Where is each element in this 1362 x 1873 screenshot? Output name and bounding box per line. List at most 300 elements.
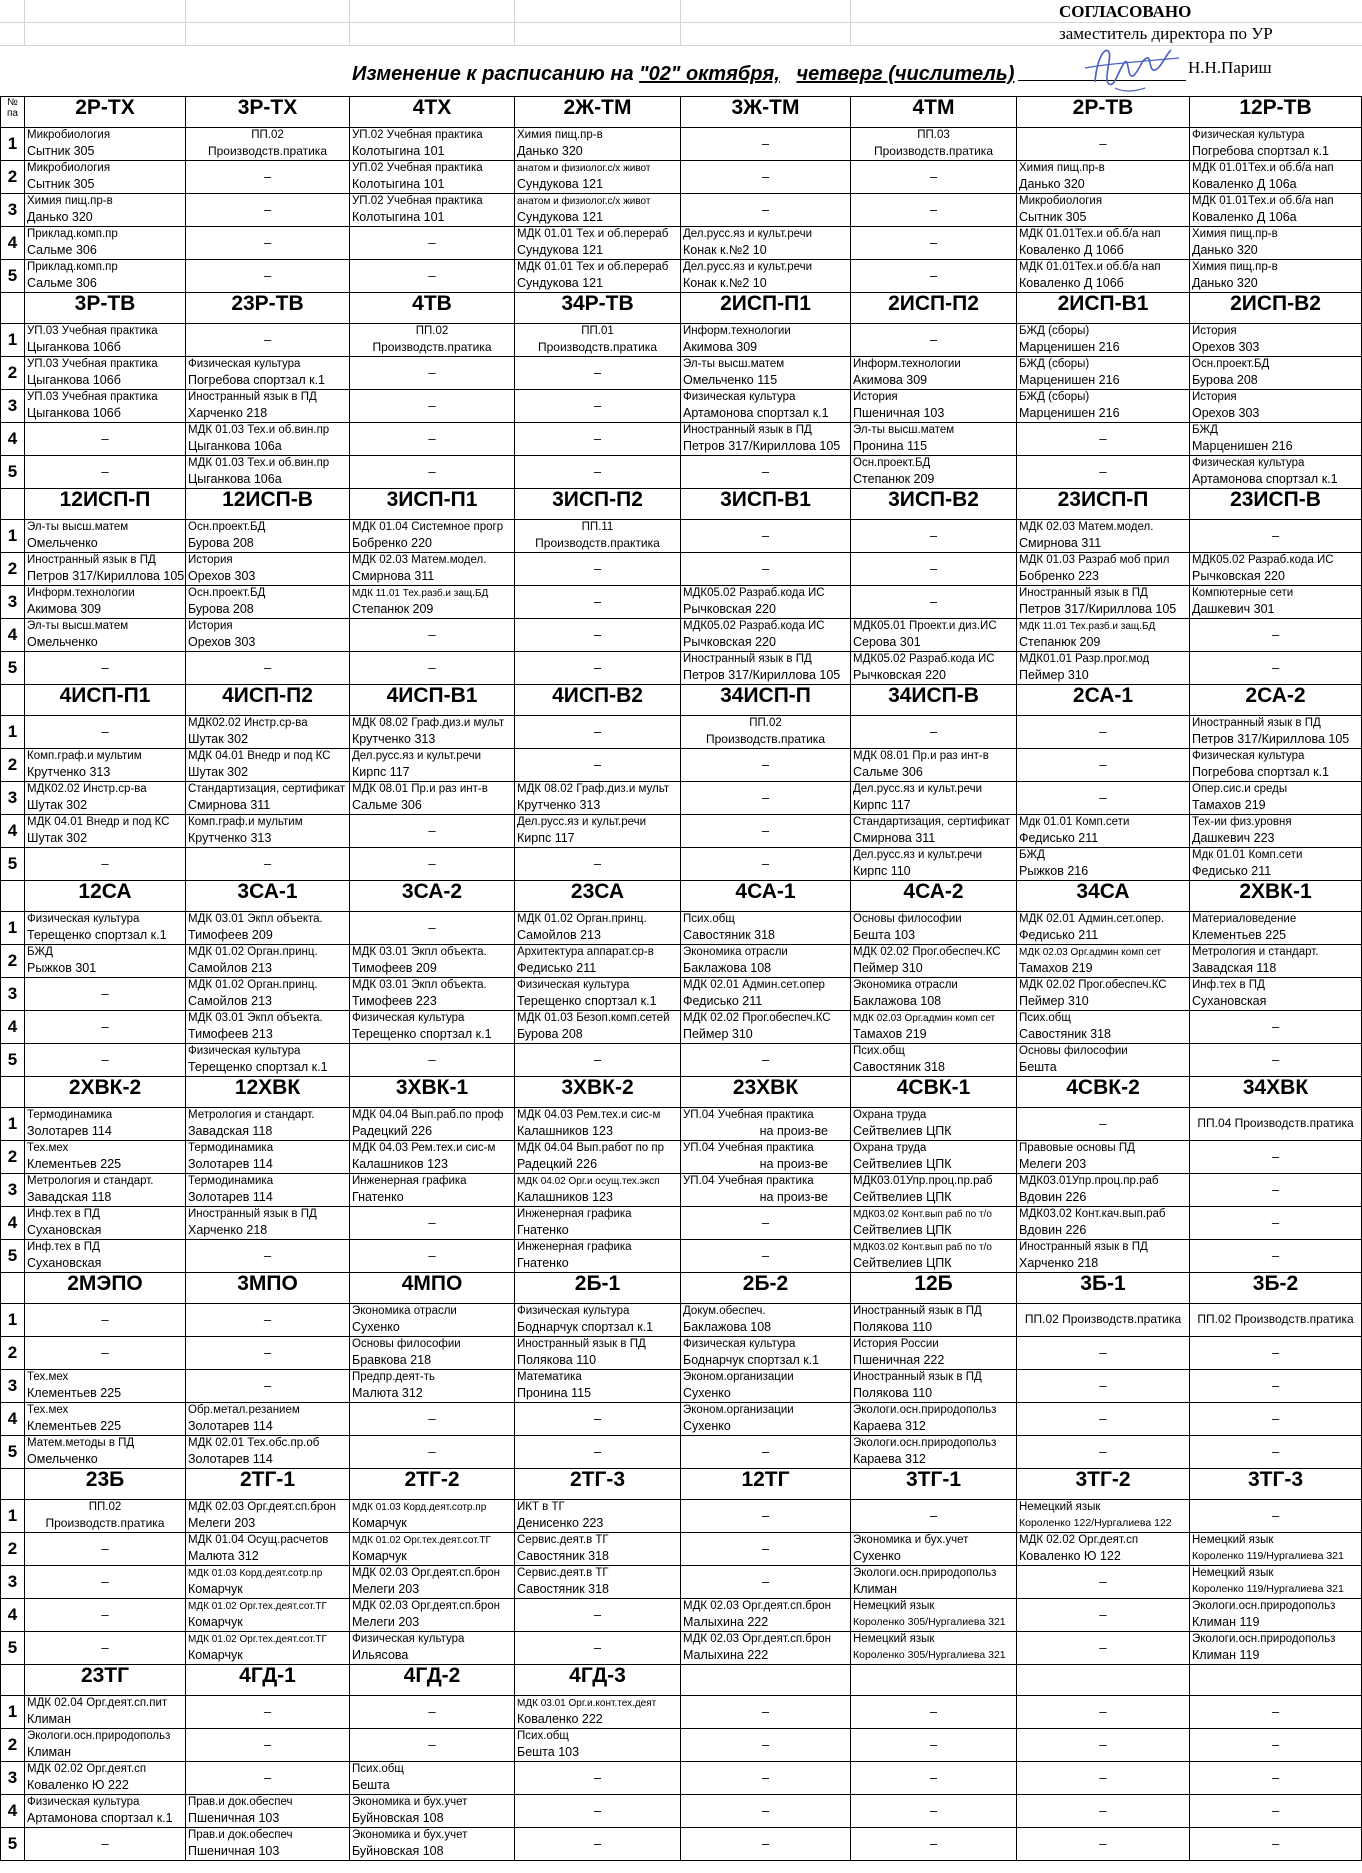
group-name: 2МЭПО: [25, 1273, 186, 1304]
lesson-number: 4: [1, 227, 25, 260]
lesson-detail: Производств.пратика: [873, 144, 993, 158]
lesson-cell: [186, 716, 350, 749]
lesson-detail: Орехов 303: [1192, 340, 1260, 354]
empty-slot: –: [593, 1803, 602, 1818]
lesson-subject: Информ.технологии: [27, 587, 135, 599]
lesson-subject: Иностранный язык в ПД: [27, 554, 156, 566]
group-name: 3ИСП-П2: [515, 489, 681, 520]
lesson-cell: [1190, 1044, 1362, 1077]
lesson-cell: [25, 1108, 186, 1141]
lesson-subject: МДК 02.02 Прог.обеспеч.КС: [853, 946, 1001, 958]
lesson-cell: [350, 1403, 515, 1436]
lesson-row: [1, 1011, 1362, 1044]
lesson-subject: БЖД: [1192, 424, 1218, 436]
lesson-number: 1: [1, 1304, 25, 1337]
lesson-subject: МДК 04.04 Вып.раб.по проф: [352, 1109, 504, 1121]
lesson-cell: [515, 652, 681, 685]
lesson-cell: [25, 716, 186, 749]
lesson-cell: [1190, 1403, 1362, 1436]
lesson-detail: Крутченко 313: [352, 732, 436, 746]
lesson-subject: МДК 03.01 Орг.и.конт.тех.деят: [517, 1698, 657, 1709]
lesson-cell: [851, 1108, 1017, 1141]
group-name: 34СА: [1017, 881, 1190, 912]
lesson-cell: [681, 848, 851, 881]
lesson-detail: Завадская 118: [1192, 961, 1277, 975]
lesson-detail: Данько 320: [1192, 243, 1258, 257]
lesson-number: 4: [1, 1207, 25, 1240]
lesson-detail: Орехов 303: [1192, 406, 1260, 420]
lesson-cell: [851, 1174, 1017, 1207]
lesson-subject: Осн.проект.БД: [853, 457, 931, 469]
lesson-detail: Омельченко: [27, 1452, 98, 1466]
lesson-detail: Сундукова 121: [517, 243, 604, 257]
empty-slot: –: [1271, 1248, 1280, 1263]
lesson-detail: Пшеничная 103: [853, 406, 945, 420]
lesson-subject: Стандартизация, сертификат: [853, 816, 1010, 828]
lesson-row: [1, 1795, 1362, 1828]
empty-slot: –: [263, 235, 272, 250]
lesson-detail: Сытник 305: [27, 144, 95, 158]
lesson-cell: [25, 423, 186, 456]
lesson-cell: [515, 1403, 681, 1436]
empty-slot: –: [761, 136, 770, 151]
lesson-detail: Коваленко Д 106а: [1192, 177, 1297, 191]
lesson-detail: Радецкий 226: [517, 1157, 598, 1171]
lesson-row: [1, 912, 1362, 945]
lesson-number: 1: [1, 1500, 25, 1533]
lesson-detail: Сытник 305: [27, 177, 95, 191]
lesson-row: [1, 1729, 1362, 1762]
lesson-detail: Сейтвелиев ЦПК: [853, 1223, 952, 1237]
lesson-number: 1: [1, 1696, 25, 1729]
lesson-number: 3: [1, 1174, 25, 1207]
lesson-cell: [25, 1370, 186, 1403]
empty-slot: –: [101, 1607, 109, 1622]
group-name: 34ХВК: [1190, 1077, 1362, 1108]
lesson-detail: Рыжков 216: [1019, 864, 1089, 878]
empty-slot: –: [929, 1704, 938, 1719]
empty-slot: –: [593, 1607, 602, 1622]
lesson-cell: [681, 423, 851, 456]
lesson-subject: Физическая культура: [1192, 750, 1305, 762]
lesson-detail: Сухановская: [1192, 994, 1267, 1008]
lesson-subject: Инженерная графика: [517, 1241, 632, 1253]
lesson-cell: [1017, 1207, 1190, 1240]
group-name: 4ТВ: [350, 293, 515, 324]
lesson-detail: Терещенко спортзал к.1: [27, 928, 167, 942]
lesson-detail: Полякова 110: [853, 1320, 933, 1334]
lesson-subject: Метрология и стандарт.: [1192, 946, 1319, 958]
lesson-subject: МДК 04.01 Внедр и под КС: [27, 816, 170, 828]
lesson-cell: [186, 161, 350, 194]
lesson-cell: [350, 1207, 515, 1240]
lesson-cell: [681, 456, 851, 489]
lesson-subject: Физическая культура: [352, 1633, 465, 1645]
lesson-number: 2: [1, 945, 25, 978]
lesson-detail: Степанюк 209: [1019, 635, 1101, 649]
group-name: 2ТГ-3: [515, 1469, 681, 1500]
lesson-cell: [1190, 619, 1362, 652]
lesson-subject: Экономика и бух.учет: [352, 1829, 468, 1841]
lesson-detail: Сытник 305: [1019, 210, 1087, 224]
lesson-detail: Смирнова 311: [853, 831, 936, 845]
lesson-subject: МДК 03.01 Экпл объекта.: [352, 946, 487, 958]
empty-slot: –: [593, 1052, 602, 1067]
lesson-subject: Физическая культура: [27, 1796, 140, 1808]
lesson-cell: [186, 1207, 350, 1240]
lesson-subject: Термодинамика: [188, 1142, 274, 1154]
lesson-cell: [681, 1141, 851, 1174]
lesson-detail: Петров 317/Кириллова 105: [27, 569, 185, 583]
lesson-subject: Эл-ты высш.матем: [27, 620, 129, 632]
lesson-row: [1, 815, 1362, 848]
lesson-detail: Бешта: [352, 1778, 390, 1792]
group-name: 23ИСП-П: [1017, 489, 1190, 520]
group-name: 4ГД-2: [350, 1665, 515, 1696]
group-name: 12СА: [25, 881, 186, 912]
lesson-detail: на произ-ве: [759, 1190, 828, 1204]
lesson-detail: Бобренко 223: [1019, 569, 1100, 583]
lesson-number-header: [1, 489, 25, 520]
lesson-detail: Гнатенко: [517, 1256, 569, 1270]
lesson-cell: [851, 1240, 1017, 1273]
lesson-subject: МДК 02.03 Орг.деят.сп.брон: [352, 1567, 500, 1579]
lesson-detail: Климан: [853, 1582, 898, 1596]
lesson-cell: [515, 1500, 681, 1533]
lesson-detail: Полякова 110: [517, 1353, 597, 1367]
lesson-subject: Опер.сис.и среды: [1192, 783, 1288, 795]
lesson-subject: МДК01.01 Разр.прог.мод: [1019, 653, 1150, 665]
lesson-subject: МДК05.02 Разраб.кода ИС: [683, 587, 825, 599]
empty-slot: –: [593, 757, 602, 772]
lesson-cell: [851, 1795, 1017, 1828]
lesson-detail: Федисько 211: [517, 961, 597, 975]
group-name: 4ИСП-В2: [515, 685, 681, 716]
empty-slot: –: [1099, 1803, 1107, 1818]
empty-slot: –: [1099, 1836, 1107, 1851]
lesson-subject: Немецкий язык: [1192, 1534, 1274, 1546]
lesson-detail: Омельченко: [27, 635, 98, 649]
lesson-subject: Иностранный язык в ПД: [853, 1371, 982, 1383]
lesson-detail: Рычковская 220: [683, 602, 776, 616]
lesson-cell: [681, 749, 851, 782]
lesson-cell: [186, 652, 350, 685]
empty-slot: –: [263, 1770, 272, 1785]
empty-slot: –: [101, 464, 109, 479]
lesson-cell: [186, 945, 350, 978]
lesson-row: [1, 520, 1362, 553]
lesson-subject: Псих.общ: [352, 1763, 404, 1775]
lesson-subject: Экономика отрасли: [352, 1305, 457, 1317]
lesson-row: [1, 586, 1362, 619]
lesson-detail: Конак к.№2 10: [683, 276, 767, 290]
lesson-detail: Кирпс 110: [853, 864, 911, 878]
empty-slot: –: [761, 1508, 770, 1523]
lesson-detail: Савостяник 318: [853, 1060, 945, 1074]
lesson-detail: Тамахов 219: [1019, 961, 1093, 975]
group-name: 4МПО: [350, 1273, 515, 1304]
lesson-subject: Комп.граф.и мультим: [188, 816, 303, 828]
lesson-row: [1, 357, 1362, 390]
lesson-detail: Сальме 306: [27, 243, 97, 257]
lesson-subject: Экономика отрасли: [683, 946, 788, 958]
lesson-cell: [1190, 912, 1362, 945]
lesson-row: [1, 1370, 1362, 1403]
lesson-cell: [1190, 1599, 1362, 1632]
lesson-detail: Кирпс 117: [352, 765, 410, 779]
lesson-row: [1, 1533, 1362, 1566]
lesson-detail: Дашкевич 223: [1192, 831, 1275, 845]
lesson-cell: [350, 260, 515, 293]
lesson-detail: Баклажова 108: [853, 994, 942, 1008]
empty-slot: –: [1099, 1770, 1107, 1785]
group-header-row: [1, 1077, 1362, 1108]
empty-slot: –: [428, 398, 436, 413]
empty-slot: –: [593, 724, 602, 739]
lesson-cell: [1017, 912, 1190, 945]
lesson-subject: Иностранный язык в ПД: [517, 1338, 646, 1350]
lesson-detail: Смирнова 311: [188, 798, 271, 812]
lesson-detail: Баклажова 108: [683, 961, 772, 975]
lesson-cell: [681, 1403, 851, 1436]
lesson-cell: [186, 1436, 350, 1469]
lesson-subject: Термодинамика: [27, 1109, 113, 1121]
lesson-detail: Сундукова 121: [517, 210, 604, 224]
lesson-cell: [186, 1240, 350, 1273]
lesson-cell: [515, 815, 681, 848]
lesson-subject: История: [853, 391, 898, 403]
lesson-cell: [515, 456, 681, 489]
lesson-detail: Савостяник 318: [1019, 1027, 1111, 1041]
empty-slot: –: [101, 1574, 109, 1589]
empty-slot: –: [1271, 627, 1280, 642]
lesson-subject: УП.03 Учебная практика: [27, 391, 158, 403]
lesson-number: 3: [1, 1566, 25, 1599]
empty-slot: –: [428, 268, 436, 283]
lesson-detail: Омельченко 115: [683, 373, 778, 387]
lesson-cell: [515, 553, 681, 586]
empty-slot: –: [263, 1345, 272, 1360]
lesson-subject: ИКТ в ТГ: [517, 1501, 565, 1513]
empty-slot: –: [1271, 1149, 1280, 1164]
lesson-detail: Малюта 312: [188, 1549, 259, 1563]
lesson-subject: МДК03.02 Конт.кач.вып.раб: [1019, 1208, 1166, 1220]
lesson-cell: [186, 1632, 350, 1665]
group-name: [1017, 1665, 1190, 1696]
lesson-cell: [186, 619, 350, 652]
group-name: 4ГД-3: [515, 1665, 681, 1696]
lesson-subject: Немецкий язык: [853, 1633, 935, 1645]
lesson-subject: Физическая культура: [188, 358, 301, 370]
lesson-subject: Дел.русс.яз и культ.речи: [352, 750, 482, 762]
empty-slot: –: [929, 528, 938, 543]
lesson-number: 3: [1, 586, 25, 619]
lesson-subject: МДК 02.03 Орг.деят.сп.брон: [352, 1600, 500, 1612]
lesson-cell: [25, 128, 186, 161]
lesson-cell: [1190, 1762, 1362, 1795]
lesson-cell: [350, 1011, 515, 1044]
lesson-cell: [350, 1370, 515, 1403]
group-name: 4СА-2: [851, 881, 1017, 912]
empty-slot: –: [1099, 1345, 1107, 1360]
empty-slot: –: [761, 1541, 770, 1556]
lesson-detail: Орехов 303: [188, 635, 256, 649]
empty-slot: –: [263, 660, 272, 675]
empty-slot: –: [761, 1052, 770, 1067]
lesson-cell: [186, 1304, 350, 1337]
lesson-detail: Золотарев 114: [188, 1419, 273, 1433]
lesson-subject: МДК 01.02 Орган.принц.: [188, 979, 318, 991]
lesson-cell: [25, 1828, 186, 1861]
lesson-detail: Калашников 123: [352, 1157, 448, 1171]
lesson-number: 5: [1, 1632, 25, 1665]
group-header-row: [1, 293, 1362, 324]
lesson-number: 3: [1, 194, 25, 227]
lesson-subject: Охрана труда: [853, 1142, 927, 1154]
lesson-cell: [681, 357, 851, 390]
empty-slot: –: [929, 202, 938, 217]
lesson-detail: Колотыгина 101: [352, 177, 445, 191]
lesson-detail: Коваленко Д 106б: [1019, 276, 1124, 290]
empty-slot: –: [263, 1378, 272, 1393]
lesson-cell: [1017, 1174, 1190, 1207]
lesson-detail: Артамонова спортзал к.1: [1192, 472, 1338, 486]
lesson-detail: Климан: [27, 1745, 72, 1759]
lesson-subject: МДК 04.02 Орг.и осущ.тех.эксп: [517, 1176, 660, 1187]
lesson-cell: [186, 912, 350, 945]
empty-slot: –: [428, 464, 436, 479]
lesson-subject: МДК 01.03 Корд.деят.сотр.пр: [188, 1568, 323, 1579]
lesson-detail: Колотыгина 101: [352, 144, 445, 158]
lesson-cell: [350, 553, 515, 586]
group-name: 4ТМ: [851, 97, 1017, 128]
lesson-cell: [851, 260, 1017, 293]
empty-slot: –: [593, 1770, 602, 1785]
lesson-cell: [1190, 1828, 1362, 1861]
lesson-cell: [851, 848, 1017, 881]
lesson-cell: [681, 782, 851, 815]
lesson-subject: Архитектура аппарат.ср-в: [517, 946, 654, 958]
lesson-cell: [1190, 1207, 1362, 1240]
empty-slot: –: [428, 1248, 436, 1263]
lesson-detail: Завадская 118: [27, 1190, 112, 1204]
empty-slot: –: [761, 1770, 770, 1785]
lesson-detail: Рычковская 220: [853, 668, 946, 682]
lesson-cell: [681, 1108, 851, 1141]
lesson-subject: МДК05.02 Разраб.кода ИС: [683, 620, 825, 632]
empty-slot: –: [101, 856, 109, 871]
lesson-detail: Пеймер 310: [1019, 994, 1089, 1008]
lesson-detail: Малыхина 222: [683, 1615, 769, 1629]
lesson-detail: Орехов 303: [188, 569, 256, 583]
lesson-subject: Осн.проект.БД: [188, 521, 266, 533]
lesson-subject: Дел.русс.яз и культ.речи: [683, 261, 813, 273]
lesson-cell: [1017, 1762, 1190, 1795]
lesson-detail: Коваленко 222: [517, 1712, 603, 1726]
lesson-cell: [1017, 782, 1190, 815]
lesson-cell: [1017, 1566, 1190, 1599]
group-header-row: [1, 489, 1362, 520]
lesson-detail: Марценишен 216: [1019, 406, 1120, 420]
lesson-detail: Полякова 110: [853, 1386, 933, 1400]
lesson-number: 2: [1, 1533, 25, 1566]
lesson-subject: Физическая культура: [683, 391, 796, 403]
lesson-detail: Бешта: [1019, 1060, 1057, 1074]
lesson-detail: Смирнова 311: [1019, 536, 1102, 550]
lesson-subject: МДК 02.03 Орг.деят.сп.брон: [683, 1633, 831, 1645]
lesson-subject: Немецкий язык: [1192, 1567, 1274, 1579]
lesson-subject: Тех.мех: [27, 1142, 69, 1154]
lesson-cell: [851, 1011, 1017, 1044]
lesson-row: [1, 848, 1362, 881]
lesson-detail: Золотарев 114: [188, 1452, 273, 1466]
lesson-cell: [1190, 1304, 1362, 1337]
lesson-number: 4: [1, 423, 25, 456]
lesson-cell: [515, 1240, 681, 1273]
lesson-cell: [851, 1762, 1017, 1795]
lesson-cell: [25, 1632, 186, 1665]
lesson-number: 5: [1, 260, 25, 293]
lesson-cell: [681, 815, 851, 848]
group-name: 12ИСП-П: [25, 489, 186, 520]
lesson-cell: [1190, 945, 1362, 978]
lesson-cell: [1017, 619, 1190, 652]
lesson-cell: [186, 1370, 350, 1403]
empty-slot: –: [263, 332, 272, 347]
lesson-cell: [851, 357, 1017, 390]
lesson-number: 2: [1, 1337, 25, 1370]
lesson-number: 3: [1, 1370, 25, 1403]
empty-slot: –: [593, 1411, 602, 1426]
signature-mark: [1075, 38, 1185, 96]
lesson-cell: [681, 652, 851, 685]
lesson-detail: Буйновская 108: [352, 1844, 444, 1858]
empty-slot: –: [593, 1836, 602, 1851]
lesson-cell: [851, 749, 1017, 782]
lesson-cell: [186, 1108, 350, 1141]
lesson-cell: [851, 390, 1017, 423]
lesson-cell: [681, 619, 851, 652]
lesson-subject: УП.04 Учебная практика: [683, 1142, 814, 1154]
lesson-number: 2: [1, 1141, 25, 1174]
empty-slot: –: [101, 1052, 109, 1067]
empty-slot: –: [101, 1640, 109, 1655]
lesson-row: [1, 1599, 1362, 1632]
lesson-detail: Бурова 208: [188, 536, 254, 550]
empty-slot: –: [101, 1312, 109, 1327]
lesson-subject: Информ.технологии: [853, 358, 961, 370]
lesson-cell: [350, 357, 515, 390]
empty-slot: –: [761, 1704, 770, 1719]
lesson-cell: [851, 716, 1017, 749]
lesson-cell: [1190, 456, 1362, 489]
lesson-detail: Рычковская 220: [683, 635, 776, 649]
empty-slot: –: [263, 1737, 272, 1752]
lesson-subject: МДК 01.03 Безоп.комп.сетей: [517, 1012, 670, 1024]
lesson-subject: Химия пищ.пр-в: [27, 195, 113, 207]
lesson-subject: Стандартизация, сертификат: [188, 783, 345, 795]
lesson-cell: [681, 1337, 851, 1370]
empty-slot: –: [428, 1215, 436, 1230]
lesson-cell: [1190, 1533, 1362, 1566]
lesson-detail: Калашников 123: [517, 1124, 613, 1138]
lesson-subject: МДК 01.01Тех.и об.б/а нап: [1019, 228, 1161, 240]
lesson-detail: Короленко 119/Нургалиева 321: [1192, 1583, 1344, 1595]
lesson-cell: [186, 423, 350, 456]
lesson-cell: [515, 161, 681, 194]
lesson-detail: Данько 320: [27, 210, 93, 224]
lesson-detail: Баклажова 108: [683, 1320, 772, 1334]
